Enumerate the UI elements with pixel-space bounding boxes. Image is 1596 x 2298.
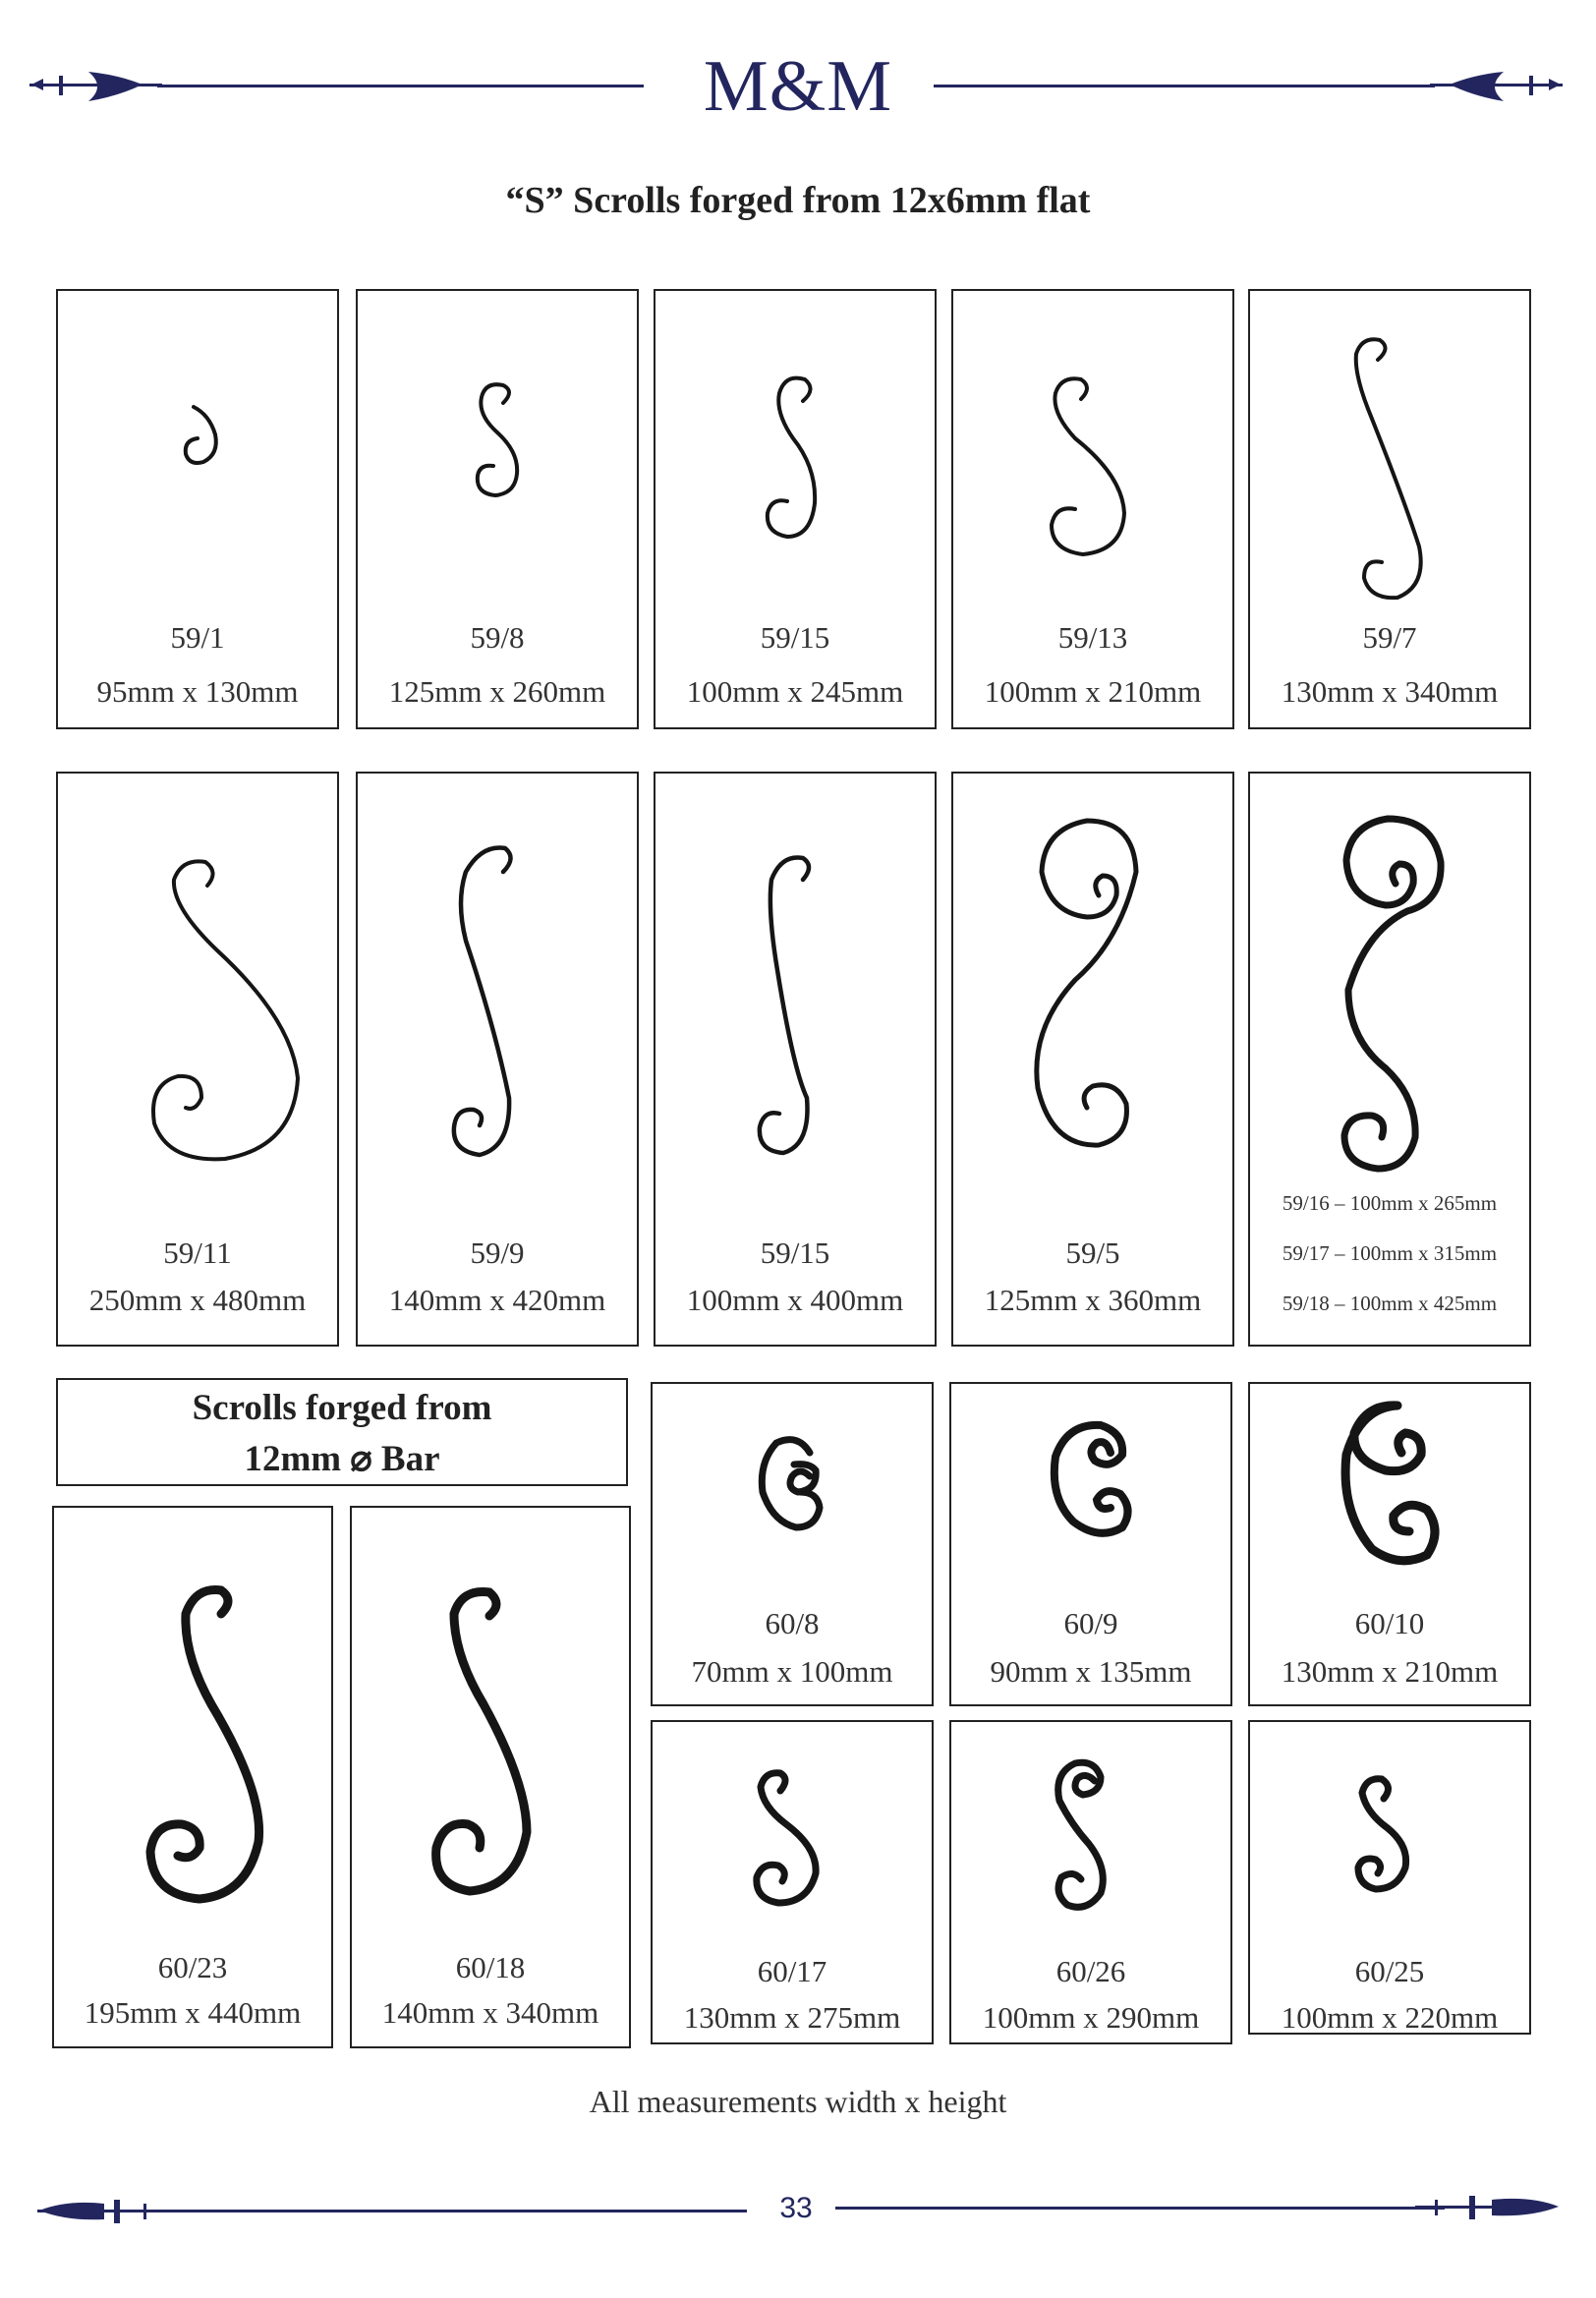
product-card-59-7 [1248, 289, 1531, 729]
scroll-illustration [1250, 1722, 1529, 1938]
product-code: 60/10 [1354, 1606, 1425, 1640]
brand-title: M&M [703, 46, 893, 127]
product-card-59-15-a [654, 289, 937, 729]
product-dimensions: 130mm x 210mm [1281, 1654, 1499, 1689]
header-ornament-right [1425, 67, 1563, 106]
product-code: 60/9 [1063, 1606, 1118, 1640]
footer-rule-right [835, 2207, 1445, 2210]
product-dimensions: 130mm x 275mm [683, 2000, 901, 2035]
product-card-59-16-18 [1248, 772, 1531, 1347]
product-dimensions: 100mm x 220mm [1281, 2000, 1499, 2035]
product-card-59-1 [56, 289, 339, 729]
product-code: 59/13 [1057, 620, 1128, 655]
product-dimensions: 90mm x 135mm [990, 1654, 1192, 1689]
footer-rule-left [157, 2210, 747, 2212]
scroll-illustration [953, 291, 1232, 586]
product-card-59-8 [356, 289, 639, 729]
product-code: 60/25 [1354, 1954, 1425, 1988]
scroll-illustration [951, 1384, 1230, 1561]
product-code: 59/8 [470, 620, 525, 655]
product-card-60-26 [949, 1720, 1232, 2044]
scroll-illustration [352, 1508, 629, 1940]
scroll-illustration [653, 1722, 932, 1938]
product-card-59-11 [56, 772, 339, 1347]
scroll-illustration [656, 291, 935, 586]
product-code: 59/11 [163, 1235, 232, 1270]
product-card-60-23 [52, 1506, 333, 2048]
product-code: 59/5 [1065, 1235, 1120, 1270]
product-dimensions: 100mm x 210mm [984, 674, 1202, 709]
product-code: 59/7 [1362, 620, 1417, 655]
footer-ornament-right [1415, 2188, 1563, 2227]
product-card-60-18 [350, 1506, 631, 2048]
measurement-note: All measurements width x height [589, 2084, 1007, 2119]
product-card-60-8 [651, 1382, 934, 1706]
product-code: 60/26 [1055, 1954, 1126, 1988]
product-dimensions: 70mm x 100mm [691, 1654, 893, 1689]
product-dimensions: 95mm x 130mm [96, 674, 299, 709]
scroll-illustration [58, 774, 337, 1206]
product-code: 60/23 [157, 1950, 228, 1984]
product-dimensions: 140mm x 340mm [381, 1995, 599, 2030]
product-dimensions: 195mm x 440mm [84, 1995, 302, 2030]
scroll-illustration [1250, 774, 1529, 1206]
scroll-illustration [58, 291, 337, 586]
product-card-60-10 [1248, 1382, 1531, 1706]
product-code: 59/15 [760, 1235, 830, 1270]
product-dimensions: 125mm x 260mm [388, 674, 606, 709]
product-code: 59/15 [760, 620, 830, 655]
scroll-illustration [358, 291, 637, 586]
scroll-illustration [656, 774, 935, 1206]
product-dimensions: 140mm x 420mm [388, 1283, 606, 1317]
product-card-60-17 [651, 1720, 934, 2044]
section-title-flat: “S” Scrolls forged from 12x6mm flat [505, 180, 1091, 221]
product-variant-line: 59/16 – 100mm x 265mm [1282, 1191, 1498, 1215]
scroll-illustration [953, 774, 1232, 1206]
scroll-illustration [358, 774, 637, 1206]
page-number: 33 [779, 2192, 813, 2224]
product-variant-line: 59/18 – 100mm x 425mm [1282, 1292, 1498, 1315]
product-card-59-13 [951, 289, 1234, 729]
product-card-59-9 [356, 772, 639, 1347]
product-dimensions: 100mm x 245mm [686, 674, 904, 709]
section-title-bar-line1: Scrolls forged from [192, 1388, 492, 1428]
section-title-bar [56, 1378, 628, 1486]
scroll-illustration [653, 1384, 932, 1561]
product-dimensions: 250mm x 480mm [88, 1283, 307, 1317]
product-code: 60/8 [765, 1606, 820, 1640]
product-dimensions: 100mm x 290mm [982, 2000, 1200, 2035]
section-title-bar-line2: 12mm ⌀ Bar [244, 1439, 440, 1479]
product-code: 60/18 [455, 1950, 526, 1984]
product-variant-line: 59/17 – 100mm x 315mm [1282, 1241, 1498, 1265]
product-code: 60/17 [757, 1954, 827, 1988]
product-dimensions: 100mm x 400mm [686, 1283, 904, 1317]
product-dimensions: 125mm x 360mm [984, 1283, 1202, 1317]
scroll-illustration [1250, 1384, 1529, 1610]
product-card-60-25 [1248, 1720, 1531, 2035]
scroll-illustration [951, 1722, 1230, 1938]
scroll-illustration [54, 1508, 331, 1940]
product-dimensions: 130mm x 340mm [1281, 674, 1499, 709]
product-card-59-15-b [654, 772, 937, 1347]
header-rule-right [934, 85, 1435, 87]
product-code: 59/9 [470, 1235, 525, 1270]
product-card-59-5 [951, 772, 1234, 1347]
product-code: 59/1 [170, 620, 225, 655]
product-card-60-9 [949, 1382, 1232, 1706]
scroll-illustration [1250, 291, 1529, 625]
footer-ornament-left [37, 2192, 165, 2231]
